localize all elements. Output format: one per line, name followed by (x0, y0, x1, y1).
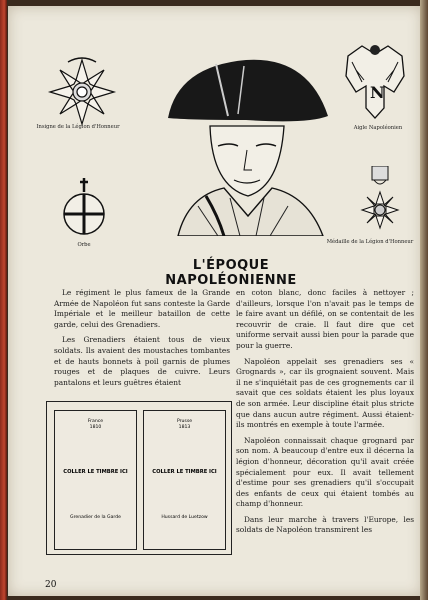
stamp-header (144, 419, 225, 430)
stamp-subject: Hussard de Luetzow (161, 515, 208, 520)
legion-medal-illustration (360, 166, 400, 234)
stamp-country: France (87, 419, 104, 424)
napoleon-portrait-illustration (158, 46, 333, 236)
caption-medaille: Médaille de la Légion d'Honneur (326, 239, 414, 245)
caption-aigle: Aigle Napoléonien (353, 125, 403, 131)
stamp-label: COLLER LE TIMBRE ICI (63, 469, 128, 475)
stamp-year: 1813 (178, 424, 191, 430)
book-edge (420, 0, 428, 600)
page-number: 20 (45, 580, 57, 590)
right-column-text (236, 288, 414, 541)
stamp-country: Prusse (176, 419, 193, 424)
caption-orbe: Orbe (77, 242, 91, 248)
book-page (8, 6, 422, 596)
right-paragraph-3: Napoléon connaissait chaque grognard par son nom. A beaucoup d'entre eux il décerna la légion d'honneur, décoration qu'il avait créée spécialement pour eux. Il avait tellement d'estime pour ses grenadiers qu'il s'occupait des enfants de ceux qui étaient tombés au champ d'honneur. (236, 435, 414, 509)
caption-legion-insigne: Insigne de la Légion d'Honneur (36, 124, 120, 130)
right-paragraph-4: Dans leur marche à travers l'Europe, les soldats de Napoléon transmirent les (236, 514, 414, 535)
stamp-label: COLLER LE TIMBRE ICI (152, 469, 217, 475)
eagle-illustration (342, 36, 408, 124)
orb-illustration (56, 178, 112, 238)
page-headline: L'ÉPOQUE NAPOLÉONIENNE (165, 258, 297, 288)
left-column-text (54, 288, 230, 393)
stamp-subject: Grenadier de la Garde (70, 515, 121, 520)
left-paragraph-1: Le régiment le plus fameux de la Grande Armée de Napoléon fut sans conteste la Garde Impériale et le meilleur bataillon de cette garde, celui des Grenadiers. (54, 288, 230, 329)
right-paragraph-1: en coton blanc, donc faciles à nettoyer ; d'ailleurs, lorsque l'on n'avait pas le temps de le faire avant un défilé, on se contentait de les recouvrir de craie. Il faut dire que cet uniforme servait aussi bien pour la parade que pour la guerre. (236, 288, 414, 350)
stamp-album-area (46, 401, 232, 555)
left-paragraph-2: Les Grenadiers étaient tous de vieux soldats. Ils avaient des moustaches tombantes et de hauts bonnets à poil garnis de plumes rouges et de plaques de cuivre. Leurs pantalons et leurs guêtres étaient (54, 335, 230, 387)
stamp-year: 1810 (89, 424, 102, 430)
stamp-header (55, 419, 136, 430)
legion-insigne-illustration (38, 52, 126, 126)
svg-text:N: N (370, 83, 385, 102)
book-spine-edge (0, 0, 7, 600)
stamp-slot-prusse[interactable] (143, 410, 226, 550)
stamp-slot-france[interactable] (54, 410, 137, 550)
right-paragraph-2: Napoléon appelait ses grenadiers ses « Grognards », car ils grognaient souvent. Mais il ne s'inquiétait pas de ces grognements car il savait que ces soldats étaient les plus loyaux de son armée. Leur discipline était plus stricte que dans aucun autre régiment. Aussi étaient-ils montrés en exemple à toute l'armée. (236, 356, 414, 430)
